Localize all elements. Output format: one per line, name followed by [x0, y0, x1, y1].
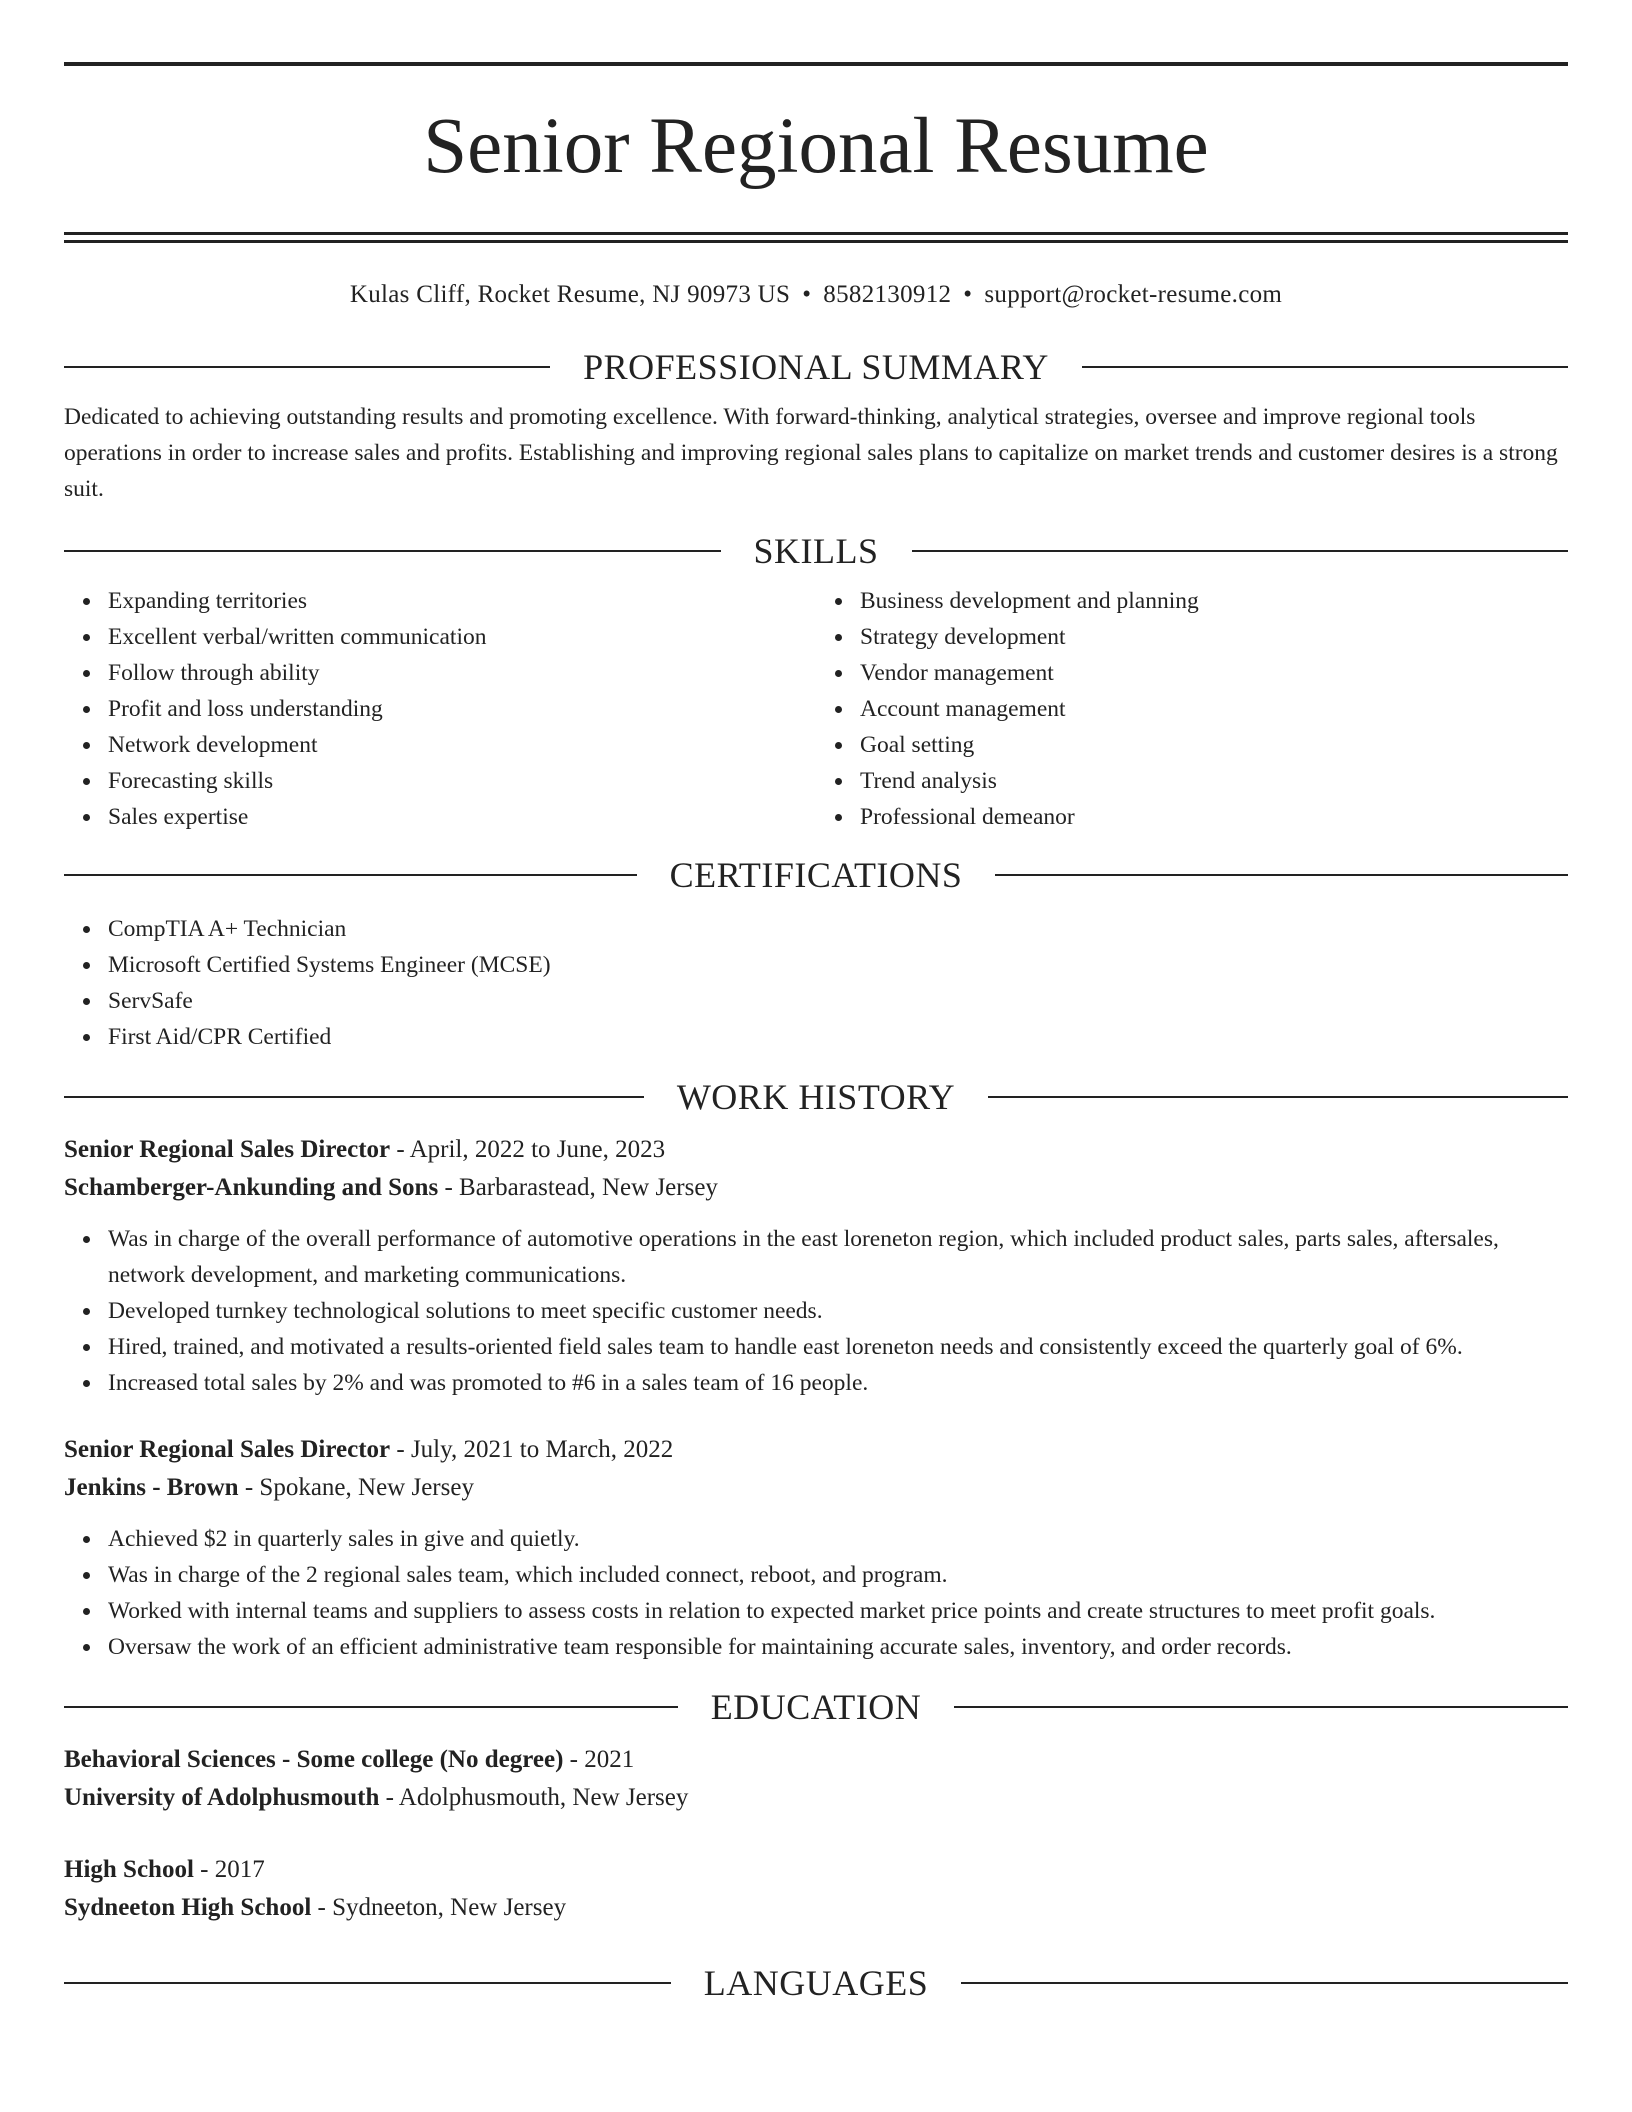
section-header-languages [64, 1961, 1568, 2005]
education-school-line [64, 1889, 1568, 1927]
certification-item: Microsoft Certified Systems Engineer (MCSE) [108, 947, 1568, 983]
section-rule [961, 1982, 1568, 1984]
skill-item: Expanding territories [108, 583, 816, 619]
job-location: - Spokane, New Jersey [238, 1474, 474, 1501]
job-bullet: Increased total sales by 2% and was promoted to #6 in a sales team of 16 people. [108, 1365, 1568, 1401]
job-bullet: Was in charge of the overall performance of automotive operations in the east loreneton region, which included product sales, parts sales, aftersales, network development, and marketing communications. [108, 1221, 1568, 1293]
section-header-certifications [64, 853, 1568, 897]
section-rule [995, 874, 1568, 876]
skill-item: Professional demeanor [860, 799, 1568, 835]
skill-item: Goal setting [860, 727, 1568, 763]
contact-email: support@rocket-resume.com [984, 281, 1283, 308]
job-company-line [64, 1469, 1568, 1507]
section-title-certifications: CERTIFICATIONS [669, 855, 963, 895]
education-school-line [64, 1779, 1568, 1817]
education-location: - Sydneeton, New Jersey [311, 1894, 567, 1921]
skill-item: Follow through ability [108, 655, 816, 691]
section-rule [64, 1982, 671, 1984]
education-entry [64, 1851, 1568, 1927]
section-title-work: WORK HISTORY [676, 1077, 956, 1117]
resume-page [64, 62, 1568, 2005]
skills-grid [64, 583, 1568, 835]
job-entry [64, 1431, 1568, 1665]
job-title-line [64, 1131, 1568, 1169]
certifications-list [64, 911, 1568, 1055]
skills-list-left [64, 583, 816, 835]
section-title-education: EDUCATION [710, 1687, 922, 1727]
job-dates: - July, 2021 to March, 2022 [390, 1436, 674, 1463]
summary-text: Dedicated to achieving outstanding results and promoting excellence. With forward-thinking, analytical strategies, oversee and improve regional tools operations in order to increase sales and profits. Establishing and improving regional sales plans to capitalize on market trends and customer desires is a strong suit. [64, 404, 1558, 502]
job-bullet: Worked with internal teams and suppliers to assess costs in relation to expected market price points and create structures to meet profit goals. [108, 1593, 1568, 1629]
job-title-line [64, 1431, 1568, 1469]
skill-item: Strategy development [860, 619, 1568, 655]
skill-item: Forecasting skills [108, 763, 816, 799]
contact-line [64, 279, 1568, 311]
contact-phone: 8582130912 [823, 281, 952, 308]
section-header-summary [64, 345, 1568, 389]
education-school: University of Adolphusmouth [64, 1784, 380, 1811]
education-school: Sydneeton High School [64, 1894, 312, 1921]
section-header-skills [64, 529, 1568, 573]
job-bullet: Hired, trained, and motivated a results-oriented field sales team to handle east loreneton needs and consistently exceed the quarterly goal of 6%. [108, 1329, 1568, 1365]
skill-item: Vendor management [860, 655, 1568, 691]
job-company-line [64, 1169, 1568, 1207]
certification-item: First Aid/CPR Certified [108, 1019, 1568, 1055]
skill-item: Network development [108, 727, 816, 763]
job-bullet: Was in charge of the 2 regional sales team, which included connect, reboot, and program. [108, 1557, 1568, 1593]
section-rule [912, 550, 1569, 552]
job-company: Jenkins - Brown [64, 1474, 239, 1501]
certification-item: ServSafe [108, 983, 1568, 1019]
skill-item: Sales expertise [108, 799, 816, 835]
job-bullets [64, 1521, 1568, 1665]
job-bullets [64, 1221, 1568, 1401]
job-bullet: Developed turnkey technological solutions to meet specific customer needs. [108, 1293, 1568, 1329]
section-header-education [64, 1685, 1568, 1729]
section-title-summary: PROFESSIONAL SUMMARY [583, 347, 1049, 387]
job-location: - Barbarastead, New Jersey [438, 1174, 718, 1201]
skill-item: Profit and loss understanding [108, 691, 816, 727]
contact-address: Kulas Cliff, Rocket Resume, NJ 90973 US [349, 281, 791, 308]
section-rule [64, 366, 550, 368]
education-degree-line [64, 1851, 1568, 1889]
job-company: Schamberger-Ankunding and Sons [64, 1174, 439, 1201]
section-rule [954, 1706, 1568, 1708]
section-title-skills: SKILLS [753, 531, 879, 571]
job-title: Senior Regional Sales Director [64, 1436, 391, 1463]
contact-separator: • [963, 281, 973, 308]
resume-title: Senior Regional Resume [423, 103, 1209, 190]
section-rule [64, 1096, 644, 1098]
education-degree: High School [64, 1856, 194, 1883]
job-title: Senior Regional Sales Director [64, 1136, 391, 1163]
education-degree-line [64, 1741, 1568, 1779]
title-double-rule [64, 232, 1568, 243]
section-rule [1082, 366, 1568, 368]
section-rule [988, 1096, 1568, 1098]
skill-item: Trend analysis [860, 763, 1568, 799]
education-entry [64, 1741, 1568, 1817]
section-rule [64, 1706, 678, 1708]
job-dates: - April, 2022 to June, 2023 [390, 1136, 666, 1163]
skill-item: Excellent verbal/written communication [108, 619, 816, 655]
certification-item: CompTIA A+ Technician [108, 911, 1568, 947]
section-rule [64, 550, 721, 552]
education-degree: Behavioral Sciences - Some college (No degree) [64, 1746, 564, 1773]
section-rule [64, 874, 637, 876]
skill-item: Account management [860, 691, 1568, 727]
section-header-work [64, 1075, 1568, 1119]
job-bullet: Oversaw the work of an efficient administrative team responsible for maintaining accurate sales, inventory, and order records. [108, 1629, 1568, 1665]
education-location: - Adolphusmouth, New Jersey [379, 1784, 689, 1811]
education-year: - 2017 [193, 1856, 265, 1883]
contact-separator: • [802, 281, 812, 308]
top-rule [64, 62, 1568, 66]
job-entry [64, 1131, 1568, 1401]
section-title-languages: LANGUAGES [703, 1963, 929, 2003]
job-bullet: Achieved $2 in quarterly sales in give and quietly. [108, 1521, 1568, 1557]
skill-item: Business development and planning [860, 583, 1568, 619]
education-year: - 2021 [563, 1746, 635, 1773]
skills-list-right [816, 583, 1568, 835]
